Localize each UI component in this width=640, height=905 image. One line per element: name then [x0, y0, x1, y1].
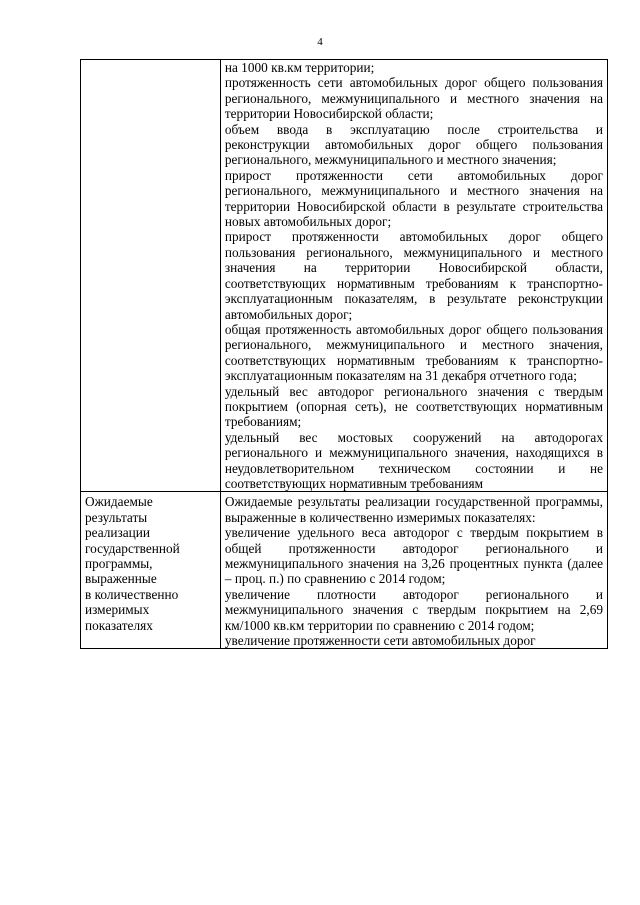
- indicator-item: прирост протяженности сети автомобильных дорог регионального, межмуниципального и местного значения на территории Новосибирской области в результате строительства новых автомобильных дорог;: [224, 167, 603, 230]
- row-label-line: Ожидаемые: [85, 494, 153, 510]
- row-label-line: в количественно: [85, 586, 179, 602]
- table-row: [81, 60, 608, 492]
- result-item: увеличение удельного веса автодорог с твердым покрытием в общей протяженности автодорог регионального и межмуниципального значения на 3,26 процентных пункта (далее – проц. п.) по сравнению с 2014 годом;: [224, 525, 603, 587]
- result-item: увеличение плотности автодорог регионального и межмуниципального значения с твердым покрытием на 2,69 км/1000 кв.км территории по сравнению с 2014 годом;: [224, 586, 603, 633]
- indicator-item: удельный вес автодорог регионального значения с твердым покрытием (опорная сеть), не соответствующих нормативным требованиям;: [224, 383, 603, 430]
- indicator-item: объем ввода в эксплуатацию после строительства и реконструкции автомобильных дорог общего пользования регионального, межмуниципального и местного значения;: [224, 121, 603, 168]
- row-label-line: выраженные: [85, 571, 157, 587]
- row-content-cell: [220, 492, 607, 649]
- row-content-cell: [220, 60, 607, 492]
- passport-table: [80, 59, 608, 649]
- row-label-cell: [81, 60, 221, 492]
- indicator-item: протяженность сети автомобильных дорог общего пользования регионального, межмуниципального и местного значения на территории Новосибирской области;: [224, 75, 603, 122]
- indicator-item: общая протяженность автомобильных дорог общего пользования регионального, межмуниципального и местного значения, соответствующих нормативным требованиям к транспортно-эксплуатационным показателям на 31 декабря отчетного года;: [224, 321, 603, 384]
- row-label-line: измеримых: [85, 602, 150, 618]
- page-number: 4: [317, 36, 323, 48]
- row-label-line: показателях: [85, 617, 153, 633]
- row-label-line: реализации: [85, 525, 150, 541]
- indicator-item: удельный вес мостовых сооружений на автодорогах регионального и межмуниципального значения, находящихся в неудовлетворительном техническом состоянии и не соответствующих нормативным требованиям: [224, 429, 603, 491]
- row-label-line: государственной: [85, 540, 180, 556]
- row-label-line: результаты: [85, 509, 148, 525]
- row-label-line: программы,: [85, 556, 153, 571]
- result-item: увеличение протяженности сети автомобильных дорог: [224, 633, 536, 649]
- indicator-item: на 1000 кв.км территории;: [224, 60, 375, 75]
- table-row: [81, 492, 608, 649]
- indicator-item: прирост протяженности автомобильных дорог общего пользования регионального, межмуниципального и местного значения на территории Новосибирской области, соответствующих нормативным требованиям к транспортно-эксплуатационным показателям, в результате реконструкции автомобильных дорог;: [224, 229, 603, 322]
- row-label-cell: [81, 492, 221, 649]
- result-item: Ожидаемые результаты реализации государственной программы, выраженные в количественно измеримых показателях:: [224, 494, 603, 525]
